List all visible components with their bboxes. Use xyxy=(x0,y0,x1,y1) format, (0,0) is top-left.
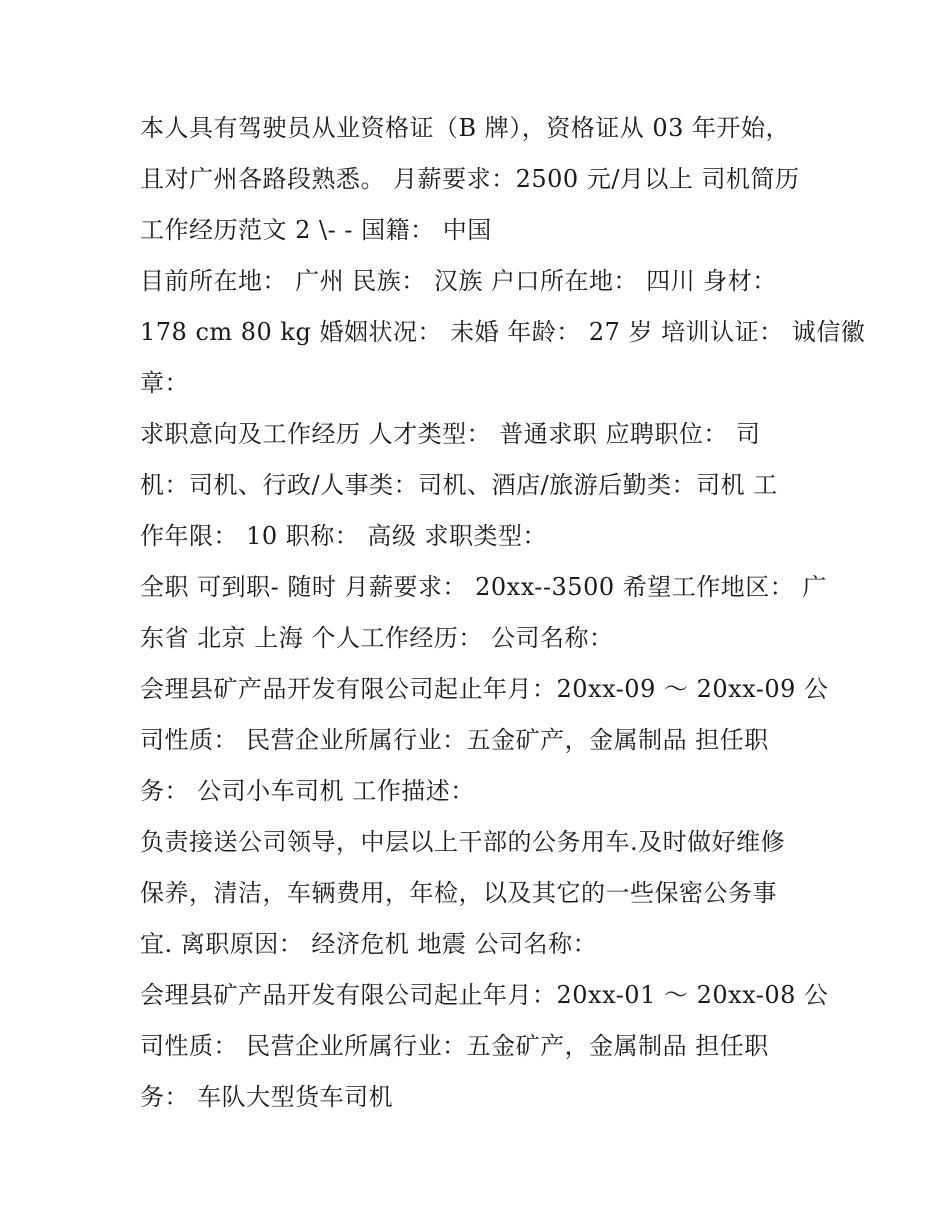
text-line: 178 cm 80 kg 婚姻状况： 未婚 年龄： 27 岁 培训认证： 诚信徽 xyxy=(140,318,866,346)
text-line: 工作经历范文 2 \- - 国籍： 中国 xyxy=(140,216,492,244)
text-line: 作年限： 10 职称： 高级 求职类型： xyxy=(140,522,548,550)
text-line: 负责接送公司领导，中层以上干部的公务用车.及时做好维修 xyxy=(140,828,786,856)
text-line: 司性质： 民营企业所属行业：五金矿产，金属制品 担任职 xyxy=(140,726,769,754)
text-line: 本人具有驾驶员从业资格证（B 牌），资格证从 03 年开始， xyxy=(140,114,791,142)
text-line: 会理县矿产品开发有限公司起止年月：20xx-09 ～ 20xx-09 公 xyxy=(140,675,829,703)
text-line: 全职 可到职- 随时 月薪要求： 20xx--3500 希望工作地区： 广 xyxy=(140,573,827,601)
text-line: 务： 车队大型货车司机 xyxy=(140,1083,394,1111)
document-body xyxy=(140,103,866,1123)
text-line: 务： 公司小车司机 工作描述： xyxy=(140,777,475,805)
text-line: 目前所在地： 广州 民族： 汉族 户口所在地： 四川 身材： xyxy=(140,267,777,295)
text-line: 机：司机、行政/人事类：司机、酒店/旅游后勤类：司机 工 xyxy=(140,471,778,499)
text-line: 东省 北京 上海 个人工作经历： 公司名称： xyxy=(140,624,614,652)
text-line: 章： xyxy=(140,369,189,397)
text-line: 宜. 离职原因： 经济危机 地震 公司名称： xyxy=(140,930,598,958)
text-line: 求职意向及工作经历 人才类型： 普通求职 应聘职位： 司 xyxy=(140,420,761,448)
text-line: 会理县矿产品开发有限公司起止年月：20xx-01 ～ 20xx-08 公 xyxy=(140,981,829,1009)
text-line: 司性质： 民营企业所属行业：五金矿产，金属制品 担任职 xyxy=(140,1032,769,1060)
text-line: 保养，清洁，车辆费用，年检，以及其它的一些保密公务事 xyxy=(140,879,777,907)
text-line: 且对广州各路段熟悉。 月薪要求：2500 元/月以上 司机简历 xyxy=(140,165,800,193)
